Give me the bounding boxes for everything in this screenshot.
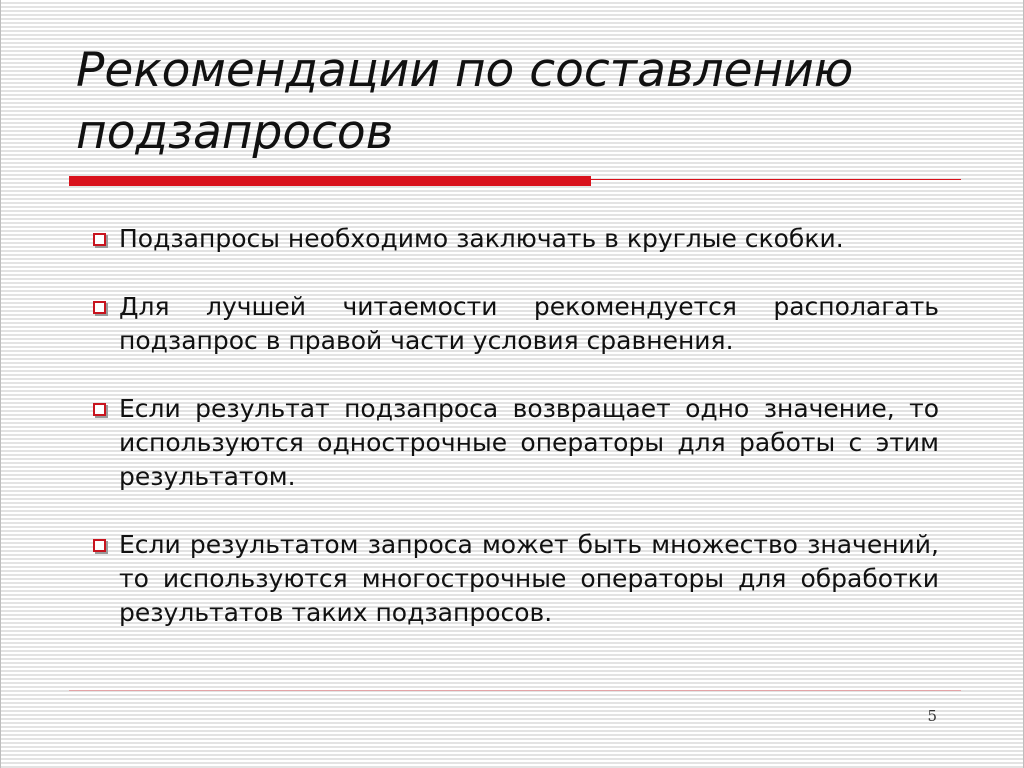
bullet-text: Для лучшей читаемости рекомендуется располагать подзапрос в правой части условия сравнения.: [119, 292, 939, 355]
title-underline-thin: [591, 179, 961, 180]
square-outline-bullet-icon: [93, 403, 106, 416]
square-outline-bullet-icon: [93, 233, 106, 246]
bullet-item: [93, 392, 939, 494]
bullet-item: [93, 528, 939, 630]
footer-divider: [69, 690, 961, 691]
slide-title: Рекомендации по составлению подзапросов: [76, 43, 854, 160]
bullet-list: [93, 222, 939, 664]
bullet-text: Если результат подзапроса возвращает одно значение, то используются однострочные операторы для работы с этим результатом.: [119, 394, 939, 491]
square-outline-bullet-icon: [93, 301, 106, 314]
title-underline-thick: [69, 176, 591, 186]
bullet-item: [93, 290, 939, 358]
bullet-item: [93, 222, 939, 256]
page-number: 5: [927, 707, 937, 725]
bullet-text: Если результатом запроса может быть множество значений, то используются многострочные операторы для обработки результатов таких подзапросов.: [119, 530, 939, 627]
square-outline-bullet-icon: [93, 539, 106, 552]
bullet-text: Подзапросы необходимо заключать в круглые скобки.: [119, 224, 844, 253]
